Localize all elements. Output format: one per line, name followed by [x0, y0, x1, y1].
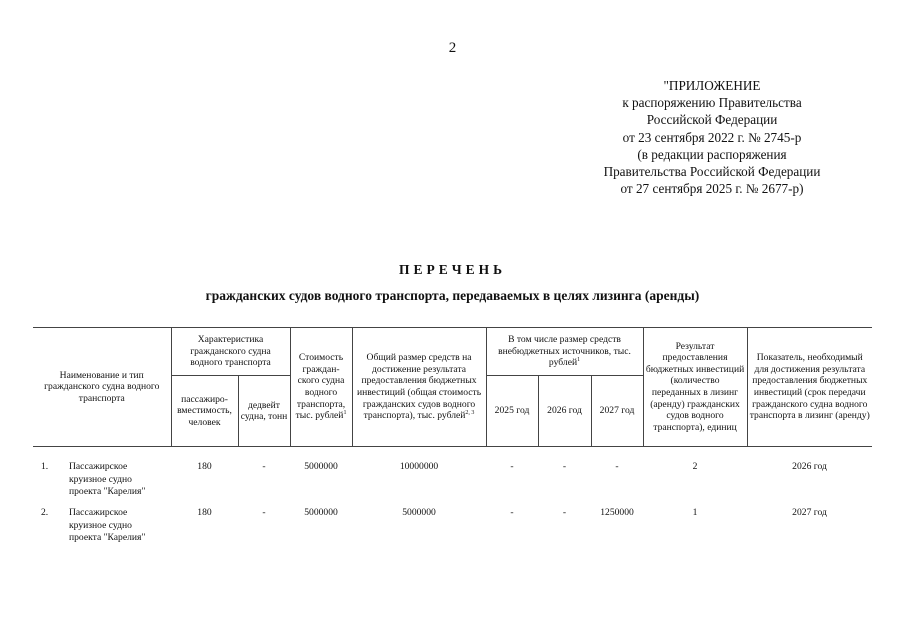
row-cost: 5000000: [304, 507, 338, 518]
appendix-line: от 27 сентября 2025 г. № 2677-р): [620, 181, 804, 197]
row-deadweight: -: [262, 507, 266, 518]
appendix-line: к распоряжению Правительства: [622, 95, 802, 111]
header-total: Общий размер средств на достижение результата предоставления бюджетных инвестиций (общая стоимость гражданских судов водного транспорта), тыс. рублей$^{2, 3}$: [352, 328, 486, 447]
document-subtitle: гражданских судов водного транспорта, передаваемых в целях лизинга (аренды): [205, 288, 700, 303]
row-indicator: 2026 год: [792, 461, 827, 472]
appendix-line: Правительства Российской Федерации: [603, 164, 821, 180]
table-row: [33, 455, 872, 507]
row-2027: -: [615, 461, 619, 472]
row-result: 2: [692, 461, 698, 472]
row-passengers: 180: [197, 461, 212, 472]
row-2026: -: [562, 507, 567, 518]
row-deadweight: -: [262, 461, 266, 472]
row-passengers: 180: [197, 507, 212, 518]
row-2025: -: [510, 461, 514, 472]
row-name-cell: [33, 455, 171, 507]
header-passenger-capacity: пассажиро-вместимость, человек: [171, 376, 238, 447]
page-number: 2: [448, 40, 457, 56]
appendix-line: Российской Федерации: [646, 112, 778, 128]
row-2027: 1250000: [600, 507, 634, 518]
header-indicator: Показатель, необходимый для достижения результата предоставления бюджетных инвестиций (срок передачи гражданского судна водного транспорта в лизинг (аренду): [747, 328, 872, 447]
header-2027: 2027 год: [591, 376, 643, 447]
document-title: ПЕРЕЧЕНЬ: [398, 262, 507, 277]
header-offbudget: В том числе размер средств внебюджетных источников, тыс. рублей$^1$: [486, 328, 643, 376]
row-total: 10000000: [399, 461, 439, 472]
header-2025: 2025 год: [486, 376, 538, 447]
row-result: 1: [692, 507, 698, 518]
header-result: Результат предоставления бюджетных инвестиций (количество переданных в лизинг (аренду) гражданских судов водного транспорта), единиц: [643, 328, 747, 447]
row-indicator: 2027 год: [792, 507, 827, 518]
appendix-line: (в редакции распоряжения: [637, 146, 787, 162]
table-row: [33, 507, 872, 545]
row-number: 1.: [41, 461, 49, 472]
row-name: Пассажирское круизное судно проекта "Карелия": [69, 507, 146, 543]
row-2025: -: [510, 507, 514, 518]
header-name: Наименование и тип гражданского судна водного транспорта: [33, 328, 171, 447]
header-characteristic: Характеристика гражданского судна водного транспорта: [171, 328, 290, 376]
row-total: 5000000: [402, 507, 436, 518]
vessels-table: [33, 327, 872, 545]
header-cost: Стоимость граждан-ского судна водного транспорта, тыс. рублей$^1$: [290, 328, 352, 447]
table-header-row: [33, 328, 872, 376]
appendix-block: [572, 77, 852, 197]
appendix-line: от 23 сентября 2022 г. № 2745-р: [622, 129, 802, 145]
row-name-cell: [33, 507, 171, 545]
header-2026: 2026 год: [538, 376, 591, 447]
row-2026: -: [562, 461, 567, 472]
appendix-line: "ПРИЛОЖЕНИЕ: [663, 78, 761, 93]
header-deadweight: дедвейт судна, тонн: [238, 376, 290, 447]
row-name: Пассажирское круизное судно проекта "Карелия": [69, 461, 146, 497]
row-cost: 5000000: [304, 461, 338, 472]
row-number: 2.: [41, 507, 49, 518]
